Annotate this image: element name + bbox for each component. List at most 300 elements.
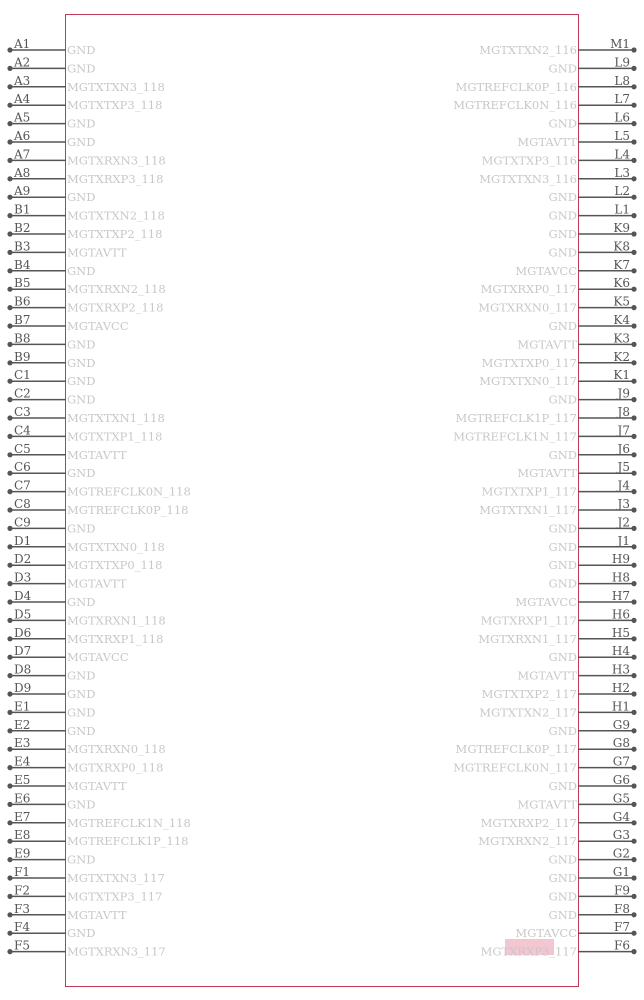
pin-end-dot [631, 544, 636, 549]
signal-name: MGTAVTT [67, 779, 127, 793]
signal-name: GND [67, 337, 96, 352]
pin-g8 [456, 736, 637, 756]
signal-name: MGTAVTT [67, 245, 127, 260]
signal-name: GND [548, 447, 577, 462]
pin-end-dot [7, 894, 12, 899]
signal-name: MGTXRXP0_118 [67, 760, 164, 775]
pin-end-dot [631, 489, 636, 494]
pin-end-dot [631, 507, 636, 512]
pin-g6 [549, 773, 637, 793]
pin-number: A3 [14, 73, 31, 88]
pin-k2 [482, 350, 637, 370]
pin-a1 [7, 37, 95, 57]
pin-number: F1 [14, 865, 30, 879]
signal-name: MGTAVCC [67, 319, 129, 333]
signal-name: MGTXRXN1_117 [478, 631, 577, 646]
pin-end-dot [631, 158, 636, 163]
pin-a9 [7, 184, 95, 204]
signal-name: MGTXRXP2_118 [67, 300, 164, 315]
pin-number: C8 [14, 497, 31, 511]
pin-end-dot [631, 379, 636, 384]
signal-name: MGTAVTT [67, 447, 127, 462]
pin-number: C2 [14, 386, 31, 401]
pin-f3 [7, 902, 127, 922]
pin-g7 [453, 755, 636, 775]
pin-c1 [7, 368, 95, 388]
pin-b2 [7, 221, 162, 241]
pin-j9 [549, 387, 637, 407]
pin-end-dot [631, 139, 636, 144]
pin-a8 [7, 166, 163, 186]
signal-name: GND [548, 907, 577, 922]
pin-end-dot [7, 305, 12, 310]
pin-number: K8 [613, 239, 630, 254]
pin-end-dot [631, 673, 636, 678]
pin-end-dot [631, 636, 636, 641]
pin-e6 [7, 791, 95, 811]
pin-number: H8 [611, 570, 630, 585]
pin-end-dot [7, 121, 12, 126]
pin-number: E7 [14, 809, 31, 824]
pin-number: G4 [612, 809, 630, 824]
pin-c7 [7, 479, 190, 499]
pin-d9 [7, 681, 95, 701]
pin-end-dot [631, 397, 636, 402]
pin-number: A7 [14, 147, 31, 162]
pin-end-dot [631, 213, 636, 218]
pin-end-dot [7, 434, 12, 439]
pin-c2 [7, 387, 95, 407]
pin-number: M1 [610, 37, 630, 51]
pin-g9 [549, 718, 637, 738]
pin-d3 [7, 571, 127, 591]
pin-number: H3 [611, 662, 630, 677]
pin-number: D6 [14, 625, 32, 640]
signal-name: MGTAVCC [515, 926, 577, 941]
pin-j7 [453, 423, 636, 443]
pin-end-dot [631, 103, 636, 108]
signal-name: MGTXRXN3_117 [67, 944, 166, 959]
signal-name: GND [67, 466, 96, 481]
pin-d7 [7, 644, 128, 664]
pin-number: F5 [14, 938, 30, 953]
pin-end-dot [7, 673, 12, 678]
pin-end-dot [7, 655, 12, 660]
pin-number: K6 [613, 276, 630, 291]
pin-b7 [7, 313, 128, 333]
pin-number: A6 [14, 129, 31, 143]
signal-name: GND [548, 852, 577, 867]
signal-name: MGTAVTT [67, 907, 127, 922]
pin-end-dot [7, 360, 12, 365]
pin-number: L3 [614, 165, 630, 180]
pin-end-dot [7, 691, 12, 696]
pin-end-dot [7, 158, 12, 163]
pin-h5 [478, 626, 636, 646]
pin-end-dot [631, 415, 636, 420]
pin-j8 [456, 405, 637, 425]
pin-k6 [481, 276, 637, 296]
pin-end-dot [7, 489, 12, 494]
signal-name: MGTREFCLK1N_118 [67, 815, 191, 830]
pin-number: H6 [611, 607, 630, 622]
pin-k8 [549, 239, 637, 259]
pin-j3 [479, 497, 636, 517]
pin-k3 [517, 331, 636, 351]
pin-j1 [549, 534, 637, 554]
pin-end-dot [7, 268, 12, 273]
pin-h2 [482, 681, 637, 701]
pin-number: L7 [614, 92, 630, 107]
pin-end-dot [7, 820, 12, 825]
pin-l8 [456, 74, 637, 94]
signal-name: GND [548, 319, 577, 333]
signal-name: GND [67, 723, 96, 738]
pin-e9 [7, 847, 95, 867]
signal-name: GND [548, 558, 577, 573]
pin-number: B4 [14, 257, 31, 272]
pin-f5 [7, 939, 165, 959]
pin-number: D9 [14, 681, 32, 695]
pin-end-dot [7, 139, 12, 144]
pin-f4 [7, 920, 95, 940]
pin-end-dot [631, 452, 636, 457]
pin-number: E9 [14, 846, 31, 861]
pin-f7 [515, 920, 636, 940]
signal-name: MGTXRXN0_118 [67, 742, 166, 757]
pin-number: F7 [614, 920, 630, 935]
pin-number: A9 [14, 184, 31, 199]
pin-h7 [515, 589, 636, 609]
pin-number: L4 [614, 147, 630, 162]
signal-name: GND [548, 779, 577, 793]
pin-number: J1 [617, 533, 630, 548]
pin-number: A5 [14, 110, 31, 125]
signal-name: MGTXRXP3_118 [67, 171, 164, 186]
pin-number: C1 [14, 368, 31, 383]
pin-a5 [7, 111, 95, 131]
signal-name: GND [67, 135, 96, 149]
pin-a4 [7, 92, 162, 112]
pin-end-dot [631, 710, 636, 715]
pin-d5 [7, 607, 165, 627]
signal-name: GND [548, 392, 577, 407]
signal-name: GND [67, 374, 96, 389]
pin-number: F4 [14, 920, 30, 935]
pin-number: G7 [612, 754, 630, 769]
pin-end-dot [7, 287, 12, 292]
signal-name: MGTXTXP3_116 [481, 153, 577, 168]
pin-l7 [453, 92, 636, 112]
signal-name: MGTXTXP1_117 [481, 484, 577, 499]
signal-name: GND [548, 245, 577, 260]
pin-b8 [7, 331, 95, 351]
pin-number: H2 [611, 681, 630, 695]
pin-end-dot [7, 397, 12, 402]
signal-name: MGTXTXN3_118 [67, 79, 165, 94]
pin-end-dot [7, 636, 12, 641]
pin-end-dot [7, 323, 12, 328]
signal-name: MGTXRXP2_117 [480, 815, 577, 830]
pin-l9 [549, 55, 637, 75]
pin-k5 [478, 295, 636, 315]
pin-l3 [479, 166, 636, 186]
pin-number: J6 [617, 441, 630, 456]
pin-number: K5 [613, 294, 630, 309]
pin-end-dot [7, 47, 12, 52]
signal-name: GND [67, 61, 96, 76]
pin-end-dot [7, 452, 12, 457]
pin-g5 [517, 791, 636, 811]
pin-c3 [7, 405, 164, 425]
signal-name: MGTAVTT [517, 337, 577, 352]
pin-number: G6 [612, 773, 630, 787]
pin-end-dot [631, 783, 636, 788]
pin-end-dot [7, 912, 12, 917]
pin-f1 [7, 865, 164, 885]
pin-end-dot [631, 250, 636, 255]
pin-k7 [515, 258, 636, 278]
pin-end-dot [631, 360, 636, 365]
pin-end-dot [631, 728, 636, 733]
signal-name: GND [67, 263, 96, 278]
pin-number: K7 [613, 257, 630, 272]
signal-name: MGTXTXP3_117 [67, 889, 163, 904]
pin-b9 [7, 350, 95, 370]
pin-number: H9 [611, 552, 630, 567]
pin-e1 [7, 699, 95, 719]
pin-e7 [7, 810, 190, 830]
pin-e3 [7, 736, 165, 756]
pin-b5 [7, 276, 165, 296]
signal-name: GND [67, 797, 96, 812]
signal-name: GND [67, 926, 96, 941]
pin-f2 [7, 883, 162, 903]
pin-number: K4 [613, 313, 630, 327]
signal-name: MGTXTXP3_118 [67, 98, 163, 113]
pin-f9 [549, 883, 637, 903]
pin-number: B7 [14, 313, 31, 327]
pin-k4 [549, 313, 637, 333]
pin-number: C7 [14, 478, 31, 493]
pin-number: J4 [617, 478, 630, 493]
pin-number: A8 [14, 165, 31, 180]
pin-b4 [7, 258, 95, 278]
pin-end-dot [631, 563, 636, 568]
pin-a7 [7, 147, 165, 167]
pin-end-dot [631, 176, 636, 181]
signal-name: MGTREFCLK0N_118 [67, 484, 191, 499]
signal-name: MGTAVCC [67, 650, 129, 665]
signal-name: GND [548, 650, 577, 665]
signal-name: MGTXRXN2_118 [67, 282, 166, 297]
pin-end-dot [631, 802, 636, 807]
pin-h8 [549, 571, 637, 591]
pin-end-dot [7, 710, 12, 715]
signal-name: GND [548, 190, 577, 205]
pin-end-dot [631, 84, 636, 89]
signal-name: GND [67, 355, 96, 370]
signal-name: MGTAVCC [515, 263, 577, 278]
signal-name: GND [548, 61, 577, 76]
pin-end-dot [631, 875, 636, 880]
pin-end-dot [631, 599, 636, 604]
pin-f6 [481, 939, 637, 959]
pin-end-dot [7, 618, 12, 623]
pin-end-dot [7, 379, 12, 384]
pin-h1 [479, 699, 636, 719]
pin-number: H4 [611, 644, 630, 659]
pin-number: L9 [614, 55, 630, 70]
signal-name: GND [548, 723, 577, 738]
pin-number: J2 [617, 515, 630, 530]
pin-end-dot [7, 747, 12, 752]
pin-l4 [482, 147, 637, 167]
pin-h3 [517, 663, 636, 683]
pin-number: A1 [14, 37, 31, 51]
pin-b6 [7, 295, 163, 315]
pin-d2 [7, 552, 162, 572]
pin-l2 [549, 184, 637, 204]
signal-name: GND [67, 43, 96, 57]
signal-name: MGTXRXN3_118 [67, 153, 166, 168]
pin-number: E4 [14, 754, 31, 769]
signal-name: MGTXRXN0_117 [478, 300, 577, 315]
pin-l1 [549, 203, 637, 223]
pin-number: C3 [14, 405, 31, 419]
pin-f8 [549, 902, 637, 922]
pin-k9 [549, 221, 637, 241]
pin-end-dot [631, 839, 636, 844]
pin-end-dot [631, 894, 636, 899]
pin-number: F9 [614, 883, 630, 898]
pin-number: E6 [14, 791, 31, 806]
pin-number: C5 [14, 441, 31, 456]
pin-c4 [7, 423, 162, 443]
pin-c6 [7, 460, 95, 480]
signal-name: MGTAVTT [517, 135, 577, 149]
signal-name: MGTREFCLK0N_117 [453, 760, 577, 775]
pin-end-dot [7, 839, 12, 844]
pin-end-dot [7, 342, 12, 347]
pin-end-dot [7, 213, 12, 218]
pin-number: J8 [617, 405, 630, 419]
signal-name: MGTXRXP3_117 [480, 944, 577, 959]
pin-number: K9 [613, 221, 630, 235]
pin-e8 [7, 828, 188, 848]
pin-b1 [7, 203, 164, 223]
pin-c9 [7, 515, 95, 535]
pin-end-dot [631, 912, 636, 917]
pin-number: D1 [14, 533, 32, 548]
pin-m1 [479, 37, 636, 57]
pin-end-dot [631, 231, 636, 236]
signal-name: MGTAVTT [517, 797, 577, 812]
signal-name: MGTXTXN3_117 [67, 871, 165, 885]
signal-name: MGTREFCLK0P_116 [455, 79, 577, 94]
signal-name: MGTREFCLK0P_117 [455, 742, 577, 757]
pin-j2 [549, 515, 637, 535]
pin-number: H7 [611, 589, 630, 603]
pin-number: D8 [14, 662, 32, 677]
pin-number: F3 [14, 901, 30, 916]
pin-g3 [478, 828, 636, 848]
pin-g1 [549, 865, 637, 885]
pin-d4 [7, 589, 95, 609]
signal-name: GND [548, 227, 577, 241]
pin-end-dot [631, 323, 636, 328]
signal-name: GND [548, 208, 577, 223]
pin-number: D2 [14, 552, 32, 567]
signal-name: GND [67, 668, 96, 683]
pin-number: E2 [14, 717, 31, 732]
signal-name: MGTXTXP0_117 [481, 355, 577, 370]
pin-h4 [549, 644, 637, 664]
signal-name: MGTREFCLK1P_118 [67, 834, 189, 849]
pin-end-dot [7, 526, 12, 531]
pin-end-dot [631, 691, 636, 696]
pin-end-dot [7, 765, 12, 770]
signal-name: GND [67, 116, 96, 131]
signal-name: MGTXTXN2_118 [67, 208, 165, 223]
pin-number: B2 [14, 221, 31, 235]
pin-number: B6 [14, 294, 31, 309]
pin-a6 [7, 129, 95, 149]
pin-number: E8 [14, 828, 31, 843]
pin-number: A2 [14, 55, 31, 70]
pin-number: J7 [617, 423, 630, 438]
signal-name: MGTXRXP1_117 [480, 613, 577, 628]
pin-end-dot [631, 581, 636, 586]
signal-name: MGTXTXP0_118 [67, 558, 163, 573]
pin-d8 [7, 663, 95, 683]
signal-name: GND [67, 521, 96, 536]
pin-end-dot [631, 342, 636, 347]
pin-number: G5 [612, 791, 630, 806]
pin-end-dot [631, 931, 636, 936]
pin-h9 [549, 552, 637, 572]
pin-j6 [549, 442, 637, 462]
signal-name: GND [67, 705, 96, 720]
pin-number: H5 [611, 625, 630, 640]
pin-e4 [7, 755, 163, 775]
pin-number: D5 [14, 607, 32, 622]
signal-name: GND [548, 521, 577, 536]
signal-name: MGTXTXN0_118 [67, 539, 165, 554]
pin-e2 [7, 718, 95, 738]
pin-end-dot [7, 563, 12, 568]
pin-end-dot [631, 47, 636, 52]
signal-name: GND [548, 116, 577, 131]
signal-name: MGTXTXP2_117 [481, 687, 577, 701]
pin-j5 [517, 460, 636, 480]
signal-name: MGTXTXN1_118 [67, 411, 165, 425]
pin-number: C9 [14, 515, 31, 530]
signal-name: MGTAVTT [517, 466, 577, 481]
signal-name: GND [548, 576, 577, 591]
pin-number: J3 [617, 497, 630, 511]
signal-name: MGTXTXN2_117 [479, 705, 577, 720]
signal-name: MGTREFCLK0P_118 [67, 503, 189, 517]
left-pin-column [7, 37, 190, 959]
pin-number: D7 [14, 644, 32, 659]
pin-end-dot [7, 66, 12, 71]
pin-number: L6 [614, 110, 630, 125]
pin-number: B9 [14, 349, 31, 364]
pin-d6 [7, 626, 163, 646]
signal-name: GND [548, 539, 577, 554]
right-pin-column [453, 37, 636, 959]
